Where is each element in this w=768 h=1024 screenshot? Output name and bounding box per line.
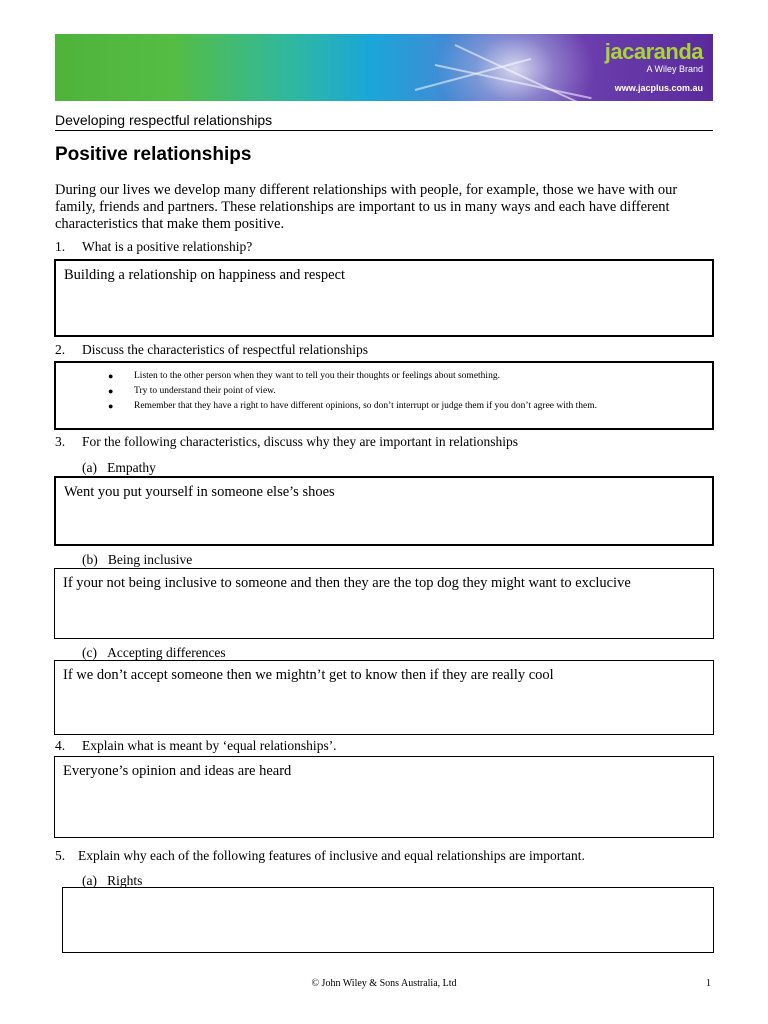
question-number: 3. <box>55 434 66 449</box>
question-number: 5. <box>55 848 66 863</box>
question-text: Discuss the characteristics of respectful relationships <box>82 342 369 357</box>
answer-box-5a[interactable] <box>62 887 714 953</box>
answer-box-3b[interactable] <box>54 568 714 639</box>
header-divider <box>55 130 713 131</box>
question-1 <box>55 239 252 255</box>
question-number: 1. <box>55 239 66 254</box>
question-number: 2. <box>55 342 66 357</box>
list-item: ● Remember that they have a right to have different opinions, so don’t interrupt or judge them if you don’t agree with them. <box>108 399 597 414</box>
subquestion-3a <box>82 460 156 476</box>
subquestion-text: Accepting differences <box>107 645 226 660</box>
answer-box-3a[interactable] <box>54 476 714 546</box>
answer-box-3c[interactable] <box>54 660 714 735</box>
brand-tag: A Wiley Brand <box>646 64 703 74</box>
subquestion-text: Rights <box>107 873 143 888</box>
subquestion-text: Empathy <box>107 460 156 475</box>
question-text: Explain why each of the following features of inclusive and equal relationships are important. <box>78 848 585 863</box>
question-3 <box>55 434 518 450</box>
subquestion-3b <box>82 552 192 568</box>
page-title: Positive relationships <box>55 144 252 165</box>
subquestion-label: (c) <box>82 645 97 660</box>
list-item: ● Listen to the other person when they want to tell you their thoughts or feelings about something. <box>108 369 597 384</box>
header-banner <box>55 34 713 101</box>
banner-light-flare <box>435 34 595 101</box>
list-item: ● Try to understand their point of view. <box>108 384 597 399</box>
subquestion-3c <box>82 645 226 661</box>
bullet-list <box>108 369 597 414</box>
subquestion-label: (b) <box>82 552 98 567</box>
footer-copyright: © John Wiley & Sons Australia, Ltd <box>311 978 457 989</box>
answer-box-4[interactable] <box>54 756 714 838</box>
answer-text: Went you put yourself in someone else’s shoes <box>64 484 335 500</box>
brand-name: jacaranda <box>604 39 703 64</box>
answer-text: Everyone’s opinion and ideas are heard <box>63 763 292 779</box>
subquestion-label: (a) <box>82 460 97 475</box>
brand-logo <box>605 40 703 75</box>
question-number: 4. <box>55 738 66 753</box>
question-text: What is a positive relationship? <box>82 239 253 254</box>
question-text: Explain what is meant by ‘equal relationships’. <box>82 738 337 753</box>
intro-paragraph: During our lives we develop many different relationships with people, for example, those we have with our family, friends and partners. These relationships are important to us in many ways and each have different characteristics that make them positive. <box>55 182 678 232</box>
question-4 <box>55 738 337 754</box>
question-text: For the following characteristics, discuss why they are important in relationships <box>82 434 519 449</box>
answer-box-2[interactable] <box>54 361 714 430</box>
question-2 <box>55 342 368 358</box>
answer-text: Building a relationship on happiness and respect <box>64 267 346 283</box>
answer-box-1[interactable] <box>54 259 714 337</box>
question-5 <box>55 848 585 864</box>
bullet-icon: ● <box>108 386 114 396</box>
subquestion-text: Being inclusive <box>107 552 193 567</box>
answer-text: If your not being inclusive to someone and then they are the top dog they might want to exclucive <box>63 575 631 591</box>
brand-url: www.jacplus.com.au <box>614 83 703 93</box>
answer-text: If we don’t accept someone then we mightn’t get to know then if they are really cool <box>63 667 554 683</box>
bullet-icon: ● <box>108 371 114 381</box>
subquestion-label: (a) <box>82 873 97 888</box>
section-subtitle: Developing respectful relationships <box>55 112 273 128</box>
page-number: 1 <box>706 978 711 989</box>
bullet-icon: ● <box>108 401 114 411</box>
